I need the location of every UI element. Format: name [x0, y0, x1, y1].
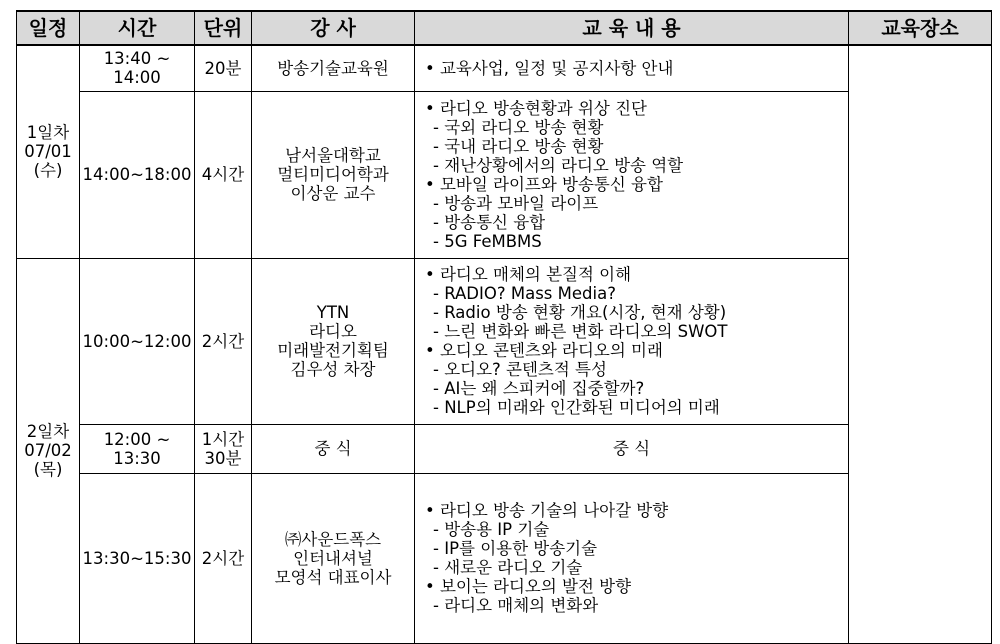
content-sub-item: - RADIO? Mass Media? [425, 284, 848, 303]
unit-cell: 4시간 [195, 91, 252, 258]
time-cell: 13:30~15:30 [80, 473, 195, 643]
lunch-content-cell: 중 식 [415, 424, 849, 473]
day1-label: 1일차 [26, 123, 70, 143]
content-sub-item: - 새로운 라디오 기술 [425, 558, 848, 577]
content-sub-item: - 5G FeMBMS [425, 232, 848, 251]
header-place: 교육장소 [849, 11, 992, 45]
lecturer-line: 라디오 [309, 322, 357, 341]
header-date: 일정 [17, 11, 80, 45]
content-bullet: • 라디오 방송현황과 위상 진단 [425, 99, 848, 118]
day1-date: 07/01 [24, 142, 72, 162]
unit-cell: 2시간 [195, 258, 252, 424]
lecturer-line: YTN [316, 303, 350, 322]
table-row [17, 45, 992, 91]
lecturer-line: 미래발전기획팀 [277, 341, 389, 360]
content-sub-item: - AI는 왜 스피커에 집중할까? [425, 379, 848, 398]
lecturer-cell [252, 45, 415, 91]
content-bullet: • 라디오 방송 기술의 나아갈 방향 [425, 501, 848, 520]
content-sub-item: - 느린 변화와 빠른 변화 라디오의 SWOT [425, 322, 848, 341]
lecturer-line: 멀티미디어학과 [277, 165, 389, 184]
day2-weekday: (목) [33, 460, 63, 479]
lecturer-cell [252, 424, 415, 473]
content-sub-item: - 라디오 매체의 변화와 [425, 596, 848, 615]
header-content: 교 육 내 용 [415, 11, 849, 45]
content-sub-item: - Radio 방송 현황 개요(시장, 현재 상황) [425, 303, 848, 322]
content-cell [415, 258, 849, 424]
content-sub-item: - NLP의 미래와 인간화된 미디어의 미래 [425, 398, 848, 417]
lecturer-line: 인터내셔널 [293, 548, 373, 568]
day2-date-cell [17, 258, 80, 643]
unit-cell [195, 424, 252, 473]
content-sub-item: - 오디오? 콘텐츠적 특성 [425, 360, 848, 379]
time-cell: 14:00~18:00 [80, 91, 195, 258]
content-cell [415, 473, 849, 643]
unit-line: 30분 [204, 448, 242, 468]
day1-weekday: (수) [33, 161, 63, 181]
unit-cell: 20분 [195, 45, 252, 91]
lecturer-line: 이상운 교수 [290, 184, 376, 203]
lecturer-line: 중 식 [314, 439, 352, 458]
header-lecturer: 강 사 [252, 11, 415, 45]
lecturer-line: 모영석 대표이사 [274, 567, 392, 587]
unit-cell: 2시간 [195, 473, 252, 643]
content-cell [415, 45, 849, 91]
time-cell: 12:00 ~ 13:30 [80, 424, 195, 473]
lecturer-line: ㈜사운드폭스 [284, 529, 382, 549]
day2-label: 2일차 [26, 422, 70, 441]
content-sub-item: - IP를 이용한 방송기술 [425, 539, 848, 558]
header-time: 시간 [80, 11, 195, 45]
content-sub-item: - 방송통신 융합 [425, 213, 848, 232]
table-row [17, 424, 992, 473]
content-sub-item: - 재난상황에서의 라디오 방송 역할 [425, 156, 848, 175]
content-sub-item: - 국외 라디오 방송 현황 [425, 118, 848, 137]
table-row [17, 473, 992, 643]
content-sub-item: - 방송용 IP 기술 [425, 520, 848, 539]
day2-date: 07/02 [24, 441, 72, 460]
lecturer-line: 남서울대학교 [285, 146, 381, 165]
content-bullet: • 라디오 매체의 본질적 이해 [425, 265, 848, 284]
header-unit: 단위 [195, 11, 252, 45]
time-cell: 10:00~12:00 [80, 258, 195, 424]
content-bullet: • 오디오 콘텐츠와 라디오의 미래 [425, 341, 848, 360]
time-cell: 13:40 ~ 14:00 [80, 45, 195, 91]
lecturer-cell [252, 91, 415, 258]
place-cell [849, 45, 992, 643]
table-row [17, 91, 992, 258]
content-cell [415, 91, 849, 258]
schedule-table [16, 10, 992, 644]
content-sub-item: - 방송과 모바일 라이프 [425, 194, 848, 213]
lecturer-cell [252, 258, 415, 424]
content-bullet: • 보이는 라디오의 발전 방향 [425, 577, 848, 596]
unit-line: 1시간 [201, 429, 245, 449]
header-row [17, 11, 992, 45]
table-row [17, 258, 992, 424]
content-sub-item: - 국내 라디오 방송 현황 [425, 137, 848, 156]
content-bullet: • 교육사업, 일정 및 공지사항 안내 [425, 59, 848, 78]
lecturer-cell [252, 473, 415, 643]
lecturer-line: 방송기술교육원 [277, 58, 389, 78]
content-bullet: • 모바일 라이프와 방송통신 융합 [425, 175, 848, 194]
day1-date-cell [17, 45, 80, 258]
lecturer-line: 김우성 차장 [290, 360, 376, 379]
